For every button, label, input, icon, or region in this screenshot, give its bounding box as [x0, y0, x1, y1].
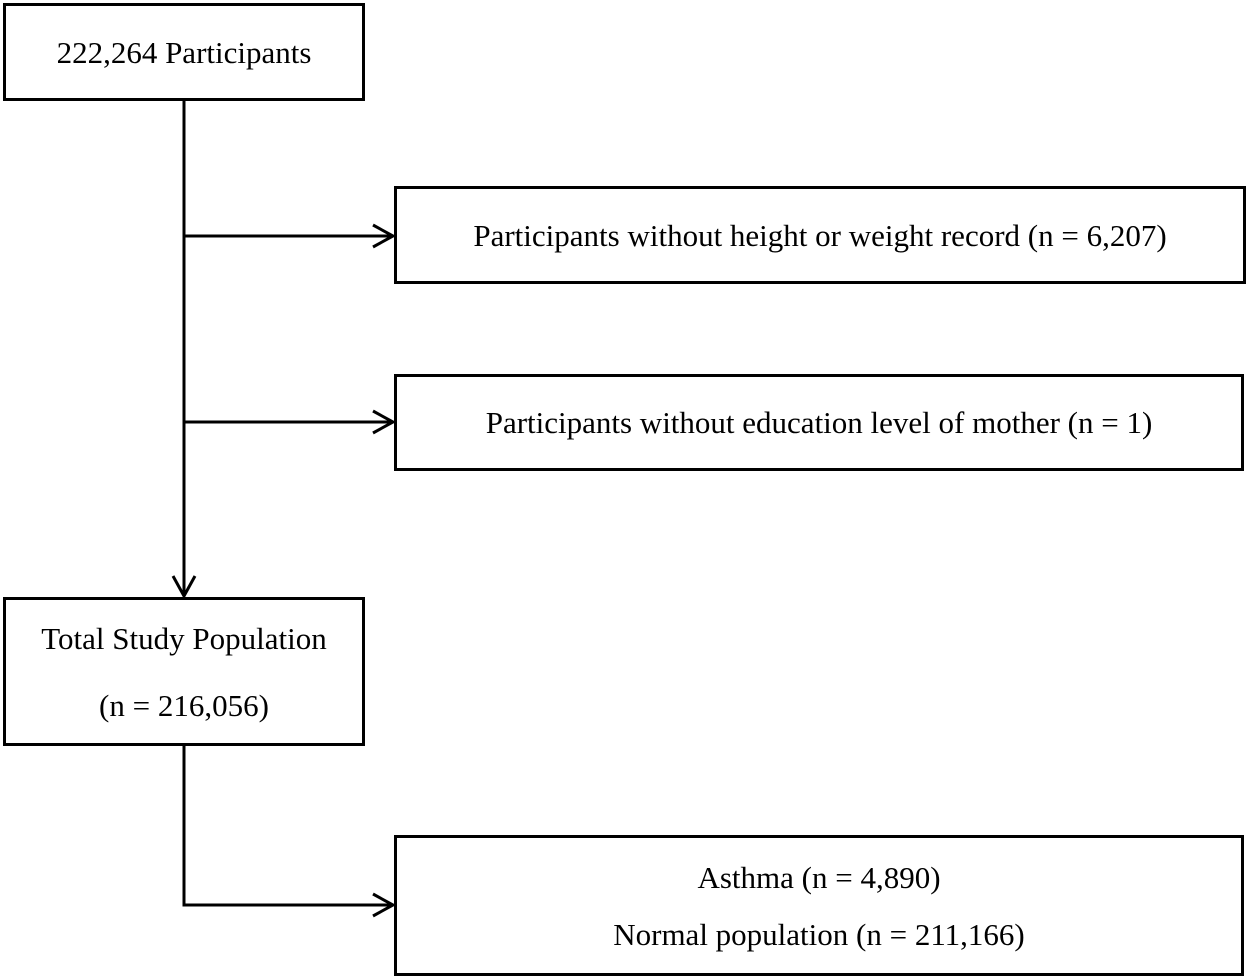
outcome-connector	[184, 746, 393, 905]
exclusion-mother-education-box	[394, 374, 1244, 471]
start-participants-box	[3, 3, 365, 101]
start-participants-text: 222,264 Participants	[56, 34, 312, 70]
total-study-population-count: (n = 216,056)	[99, 687, 269, 723]
total-study-population-box	[3, 597, 365, 746]
asthma-group-text: Asthma (n = 4,890)	[697, 859, 941, 895]
normal-population-text: Normal population (n = 211,166)	[613, 916, 1025, 952]
total-study-population-label: Total Study Population	[41, 620, 327, 656]
exclusion-height-weight-text: Participants without height or weight record (n = 6,207)	[473, 217, 1167, 253]
outcome-groups-box	[394, 835, 1244, 976]
exclusion-mother-education-text: Participants without education level of mother (n = 1)	[485, 405, 1153, 440]
exclusion-height-weight-box	[394, 186, 1246, 284]
